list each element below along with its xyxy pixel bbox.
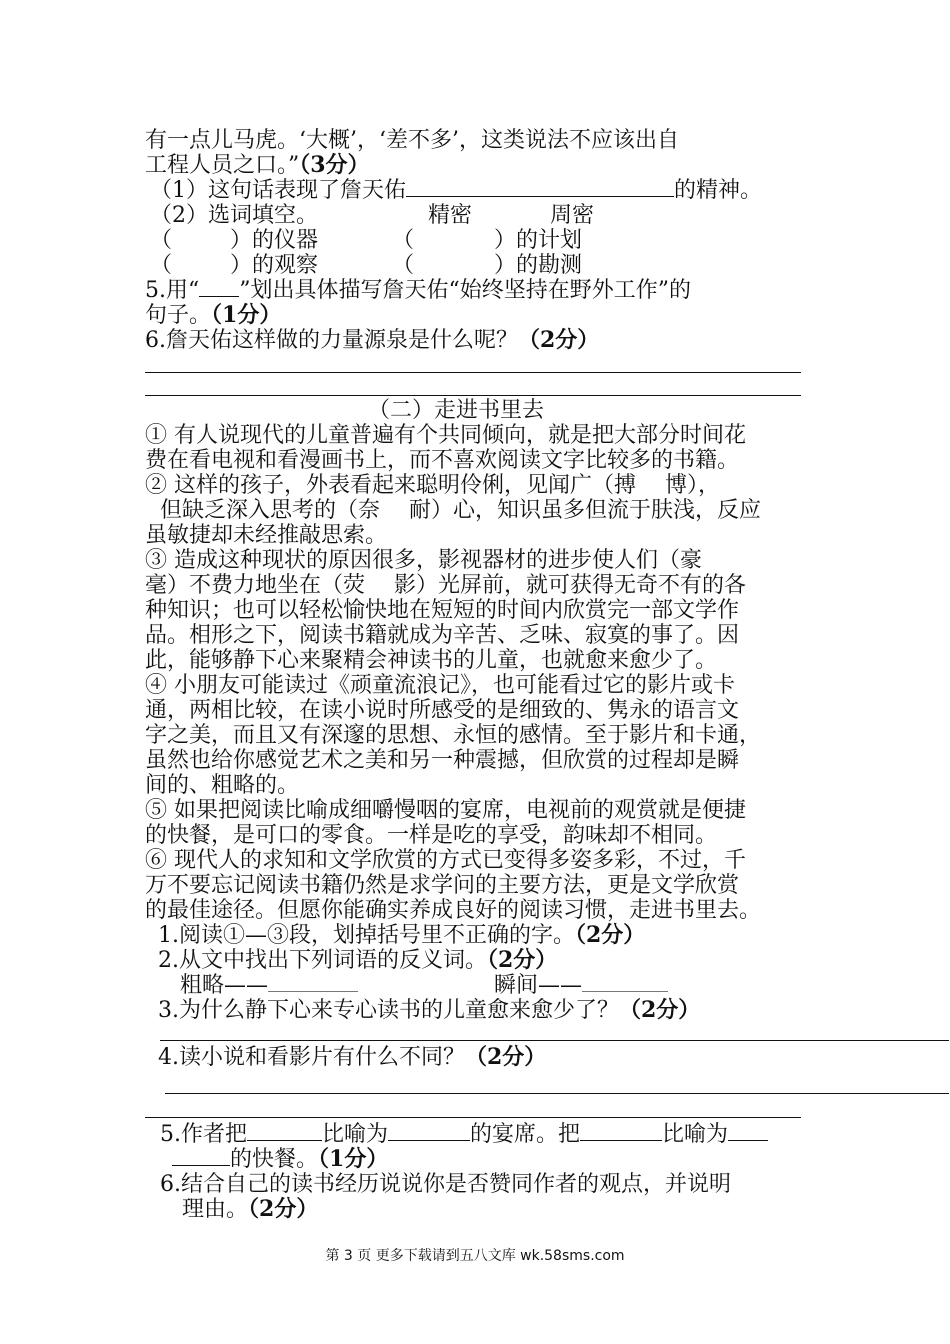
passage-line: ⑥ 现代人的求知和文学欣赏的方式已变得多姿多彩，不过，千 [145,848,746,873]
passage-line: 费在看电视和看漫画书上，而不喜欢阅读文字比较多的书籍。 [145,448,740,473]
answer-blank[interactable] [388,1122,470,1141]
score: （2分） [575,922,646,948]
question-2-3: 3.为什么静下心来专心读书的儿童愈来愈少了？（2分） [158,997,701,1023]
passage-continuation-1: 有一点儿马虎。‘大概’，‘差不多’，这类说法不应该出自 [145,128,679,153]
question-5: 5.用“ ”划出具体描写詹天佑“始终坚持在野外工作”的 [145,278,691,303]
passage-line: 的快餐，是可口的零食。一样是吃的享受，韵味却不相同。 [145,823,718,848]
score: （2分） [487,947,558,973]
passage-continuation-2: 工程人员之口。”（3分） [145,152,370,178]
passage-line: ⑤ 如果把阅读比喻成细嚼慢咽的宴席，电视前的观赏就是便捷 [145,798,746,823]
passage-line: 的最佳途径。但愿你能确实养成良好的阅读习惯，走进书里去。 [145,898,762,923]
passage-line: 通，两相比较，在读小说时所感受的是细致的、隽永的语言文 [145,698,740,723]
question-2-6-cont: 理由。（2分） [182,1196,319,1222]
score: （2分） [465,1044,547,1070]
question-1-2: （2）选词填空。 [150,203,318,228]
question-2-5: 5.作者把 比喻为 的宴席。把 比喻为 [160,1122,768,1147]
answer-line[interactable] [145,1117,801,1118]
passage-line: 品。相形之下，阅读书籍就成为辛苦、乏味、寂寞的事了。因 [145,623,740,648]
passage-line: 此，能够静下心来聚精会神读书的儿童，也就愈来愈少了。 [145,648,718,673]
antonym-2: 瞬间—— [494,973,668,998]
answer-blank[interactable] [728,1122,768,1141]
underline-sample [199,278,239,297]
answer-blank[interactable] [582,973,668,992]
question-1-1: （1）这句话表现了詹天佑 的精神。 [150,178,763,203]
fill-paren[interactable]: （ [392,228,415,253]
score: （2分） [518,327,600,353]
answer-line[interactable] [165,1093,949,1094]
passage-line: 虽敏捷却未经推敲思索。 [145,523,388,548]
fill-paren[interactable]: （ [392,253,415,278]
answer-line[interactable] [145,395,801,396]
score: （1分） [211,302,282,328]
passage-line: ① 有人说现代的儿童普遍有个共同倾向，就是把大部分时间花 [145,423,746,448]
answer-blank[interactable] [406,178,674,197]
page-footer: 第 3 页 更多下载请到五八文库 wk.58sms.com [325,1248,625,1264]
passage-line: 毫）不费力地坐在（荧 影）光屏前，就可获得无奇不有的各 [145,573,746,598]
section-title: （二）走进书里去 [368,398,545,423]
answer-line[interactable] [145,372,801,373]
passage-line: ③ 造成这种现状的原因很多，影视器材的进步使人们（豪 [145,548,702,573]
passage-line: 间的、粗略的。 [145,773,300,798]
word-option-1: 精密 [428,203,473,228]
passage-line: 虽然也给你感觉艺术之美和另一种震撼，但欣赏的过程却是瞬 [145,748,740,773]
fill-label: ）的计划 [494,228,583,253]
fill-paren[interactable]: （ [150,228,173,253]
score: （2分） [248,1196,319,1222]
answer-blank[interactable] [247,1122,322,1141]
answer-line[interactable] [160,1040,949,1041]
question-2-1: 1.阅读①—③段，划掉括号里不正确的字。（2分） [158,922,646,948]
passage-line: 但缺乏深入思考的（奈 耐）心，知识虽多但流于肤浅，反应 [160,498,761,523]
score: （3分） [299,152,370,178]
passage-line: ④ 小朋友可能读过《顽童流浪记》，也可能看过它的影片或卡 [145,673,735,698]
antonym-1: 粗略—— [180,973,358,998]
question-2-4: 4.读小说和看影片有什么不同？（2分） [158,1044,547,1070]
score: （1分） [318,1146,389,1172]
fill-label: ）的仪器 [230,228,319,253]
passage-line: 字之美，而且又有深邃的思想、永恒的感情。至于影片和卡通， [145,723,762,748]
question-5-cont: 句子。（1分） [145,302,282,328]
answer-blank[interactable] [268,973,358,992]
score: （2分） [619,997,701,1023]
fill-label: ）的勘测 [494,253,583,278]
question-2-6: 6.结合自己的读书经历说说你是否赞同作者的观点，并说明 [160,1172,731,1197]
word-option-2: 周密 [550,203,595,228]
question-2-5-cont: 的快餐。（1分） [172,1147,388,1172]
question-2-2: 2.从文中找出下列词语的反义词。（2分） [158,947,558,973]
question-6: 6.詹天佑这样做的力量源泉是什么呢？（2分） [145,327,600,353]
fill-label: ）的观察 [230,253,319,278]
answer-blank[interactable] [580,1122,662,1141]
passage-line: ② 这样的孩子，外表看起来聪明伶俐，见闻广（搏 博）， [145,473,720,498]
passage-line: 种知识；也可以轻松愉快地在短短的时间内欣赏完一部文学作 [145,598,740,623]
answer-blank[interactable] [172,1147,230,1166]
passage-line: 万不要忘记阅读书籍仍然是求学问的主要方法，更是文学欣赏 [145,873,740,898]
fill-paren[interactable]: （ [150,253,173,278]
